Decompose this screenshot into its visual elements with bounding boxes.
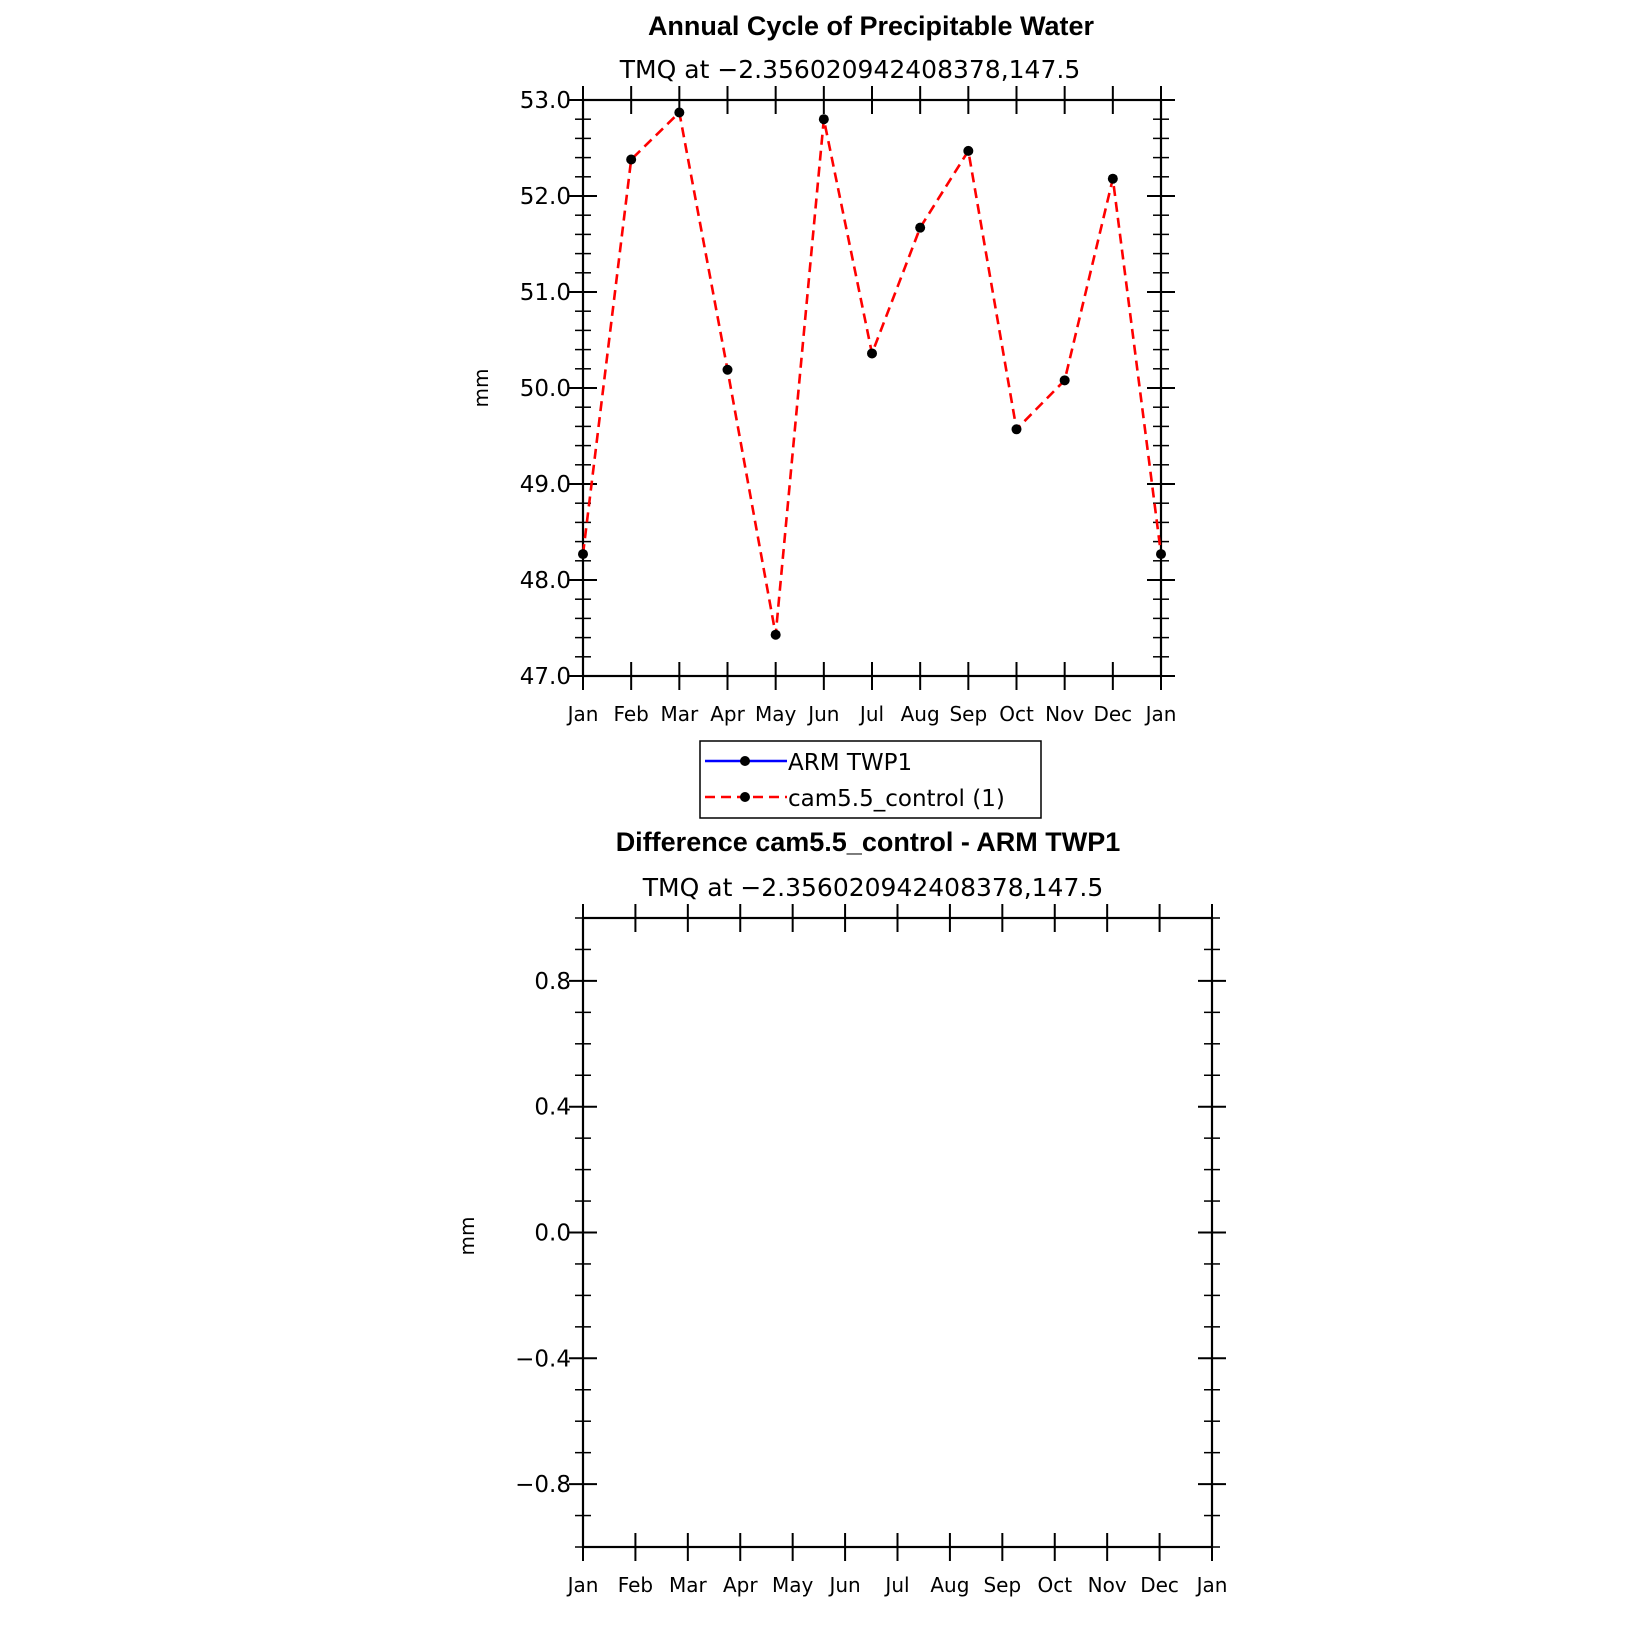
bottom-chart [455,827,1227,1597]
top-chart-x-tick-label: Sep [949,702,988,726]
top-chart-x-tick-label: Apr [710,702,745,726]
bottom-chart-x-tick-label: Jan [567,1573,599,1597]
top-chart-x-tick-label: Jan [1145,702,1177,726]
top-chart-data-point [1060,375,1070,385]
top-chart-x-tick-label: Aug [900,702,940,726]
bottom-chart-x-tick-label: Feb [617,1573,654,1597]
top-chart-x-tick-labels [566,702,1177,726]
top-chart-data-point [1108,174,1118,184]
top-chart-subtitle: TMQ at −2.356020942408378,147.5 [619,55,1081,84]
bottom-chart-x-tick-label: Oct [1037,1573,1073,1597]
bottom-chart-y-axis-label: mm [455,1216,479,1256]
legend-label-arm-twp1: ARM TWP1 [788,750,913,776]
top-chart-x-tick-label: Jan [567,702,599,726]
bottom-chart-x-tick-label: May [771,1573,814,1597]
legend-marker-cam5-5-control [740,792,750,802]
bottom-chart-y-tick-label: 0.0 [534,1220,571,1247]
top-chart-data-point [1012,424,1022,434]
top-chart-x-tick-label: May [754,702,797,726]
bottom-chart-x-tick-label: Jan [1196,1573,1228,1597]
top-chart-x-tick-label: Dec [1093,702,1133,726]
bottom-chart-x-tick-labels [566,1573,1228,1597]
top-chart-data-point [674,107,684,117]
bottom-chart-x-tick-label: Jun [829,1573,861,1597]
top-chart-plot-frame [583,100,1161,676]
bottom-chart-title: Difference cam5.5_control - ARM TWP1 [615,827,1121,857]
top-chart-y-axis-label: mm [469,368,493,408]
top-chart-y-tick-label: 48.0 [519,568,571,594]
top-chart-x-tick-label: Oct [999,702,1034,726]
top-chart-y-tick-label: 51.0 [519,280,571,306]
bottom-chart-x-tick-label: Nov [1087,1573,1127,1597]
bottom-chart-ticks [569,904,1226,1561]
bottom-chart-y-tick-label: −0.4 [515,1346,571,1373]
top-chart-data-point [723,365,733,375]
top-chart-data-point [963,146,973,156]
top-chart-data-point [867,348,877,358]
top-chart-ticks [569,86,1175,690]
top-chart-data-point [915,223,925,233]
top-chart-y-tick-label: 52.0 [519,184,571,210]
top-chart-y-tick-label: 47.0 [519,664,571,690]
top-chart-data-point [819,114,829,124]
bottom-chart-x-tick-label: Apr [722,1573,758,1597]
top-chart-x-tick-label: Jun [808,702,840,726]
bottom-chart-x-tick-label: Jul [885,1573,910,1597]
legend-marker-arm-twp1 [740,756,750,766]
bottom-chart-x-tick-label: Dec [1140,1573,1179,1597]
top-chart-y-tick-label: 49.0 [519,472,571,498]
top-chart-data-point [578,549,588,559]
top-chart [469,11,1176,818]
bottom-chart-y-tick-label: 0.8 [534,968,571,995]
top-chart-y-tick-labels [520,88,571,690]
bottom-chart-y-tick-labels [515,969,571,1498]
bottom-chart-x-tick-label: Mar [668,1573,707,1597]
top-chart-data-point [771,630,781,640]
legend-label-cam5-5-control: cam5.5_control (1) [788,786,1005,812]
top-chart-y-tick-label: 50.0 [519,376,571,402]
top-chart-series [578,107,1166,639]
top-chart-title: Annual Cycle of Precipitable Water [647,11,1095,41]
top-chart-data-point [626,155,636,165]
top-chart-series-line [583,112,1161,634]
bottom-chart-subtitle: TMQ at −2.356020942408378,147.5 [642,873,1104,902]
top-chart-x-tick-label: Jul [859,702,885,726]
bottom-chart-y-tick-label: 0.4 [534,1094,571,1121]
top-chart-x-tick-label: Mar [660,702,699,726]
legend [700,741,1041,818]
top-chart-data-point [1156,549,1166,559]
bottom-chart-y-tick-label: −0.8 [515,1472,571,1499]
top-chart-x-tick-label: Feb [613,702,649,726]
top-chart-x-tick-label: Nov [1045,702,1085,726]
top-chart-y-tick-label: 53.0 [519,88,571,114]
bottom-chart-x-tick-label: Sep [983,1573,1022,1597]
bottom-chart-plot-frame [583,918,1212,1547]
bottom-chart-x-tick-label: Aug [930,1573,970,1597]
